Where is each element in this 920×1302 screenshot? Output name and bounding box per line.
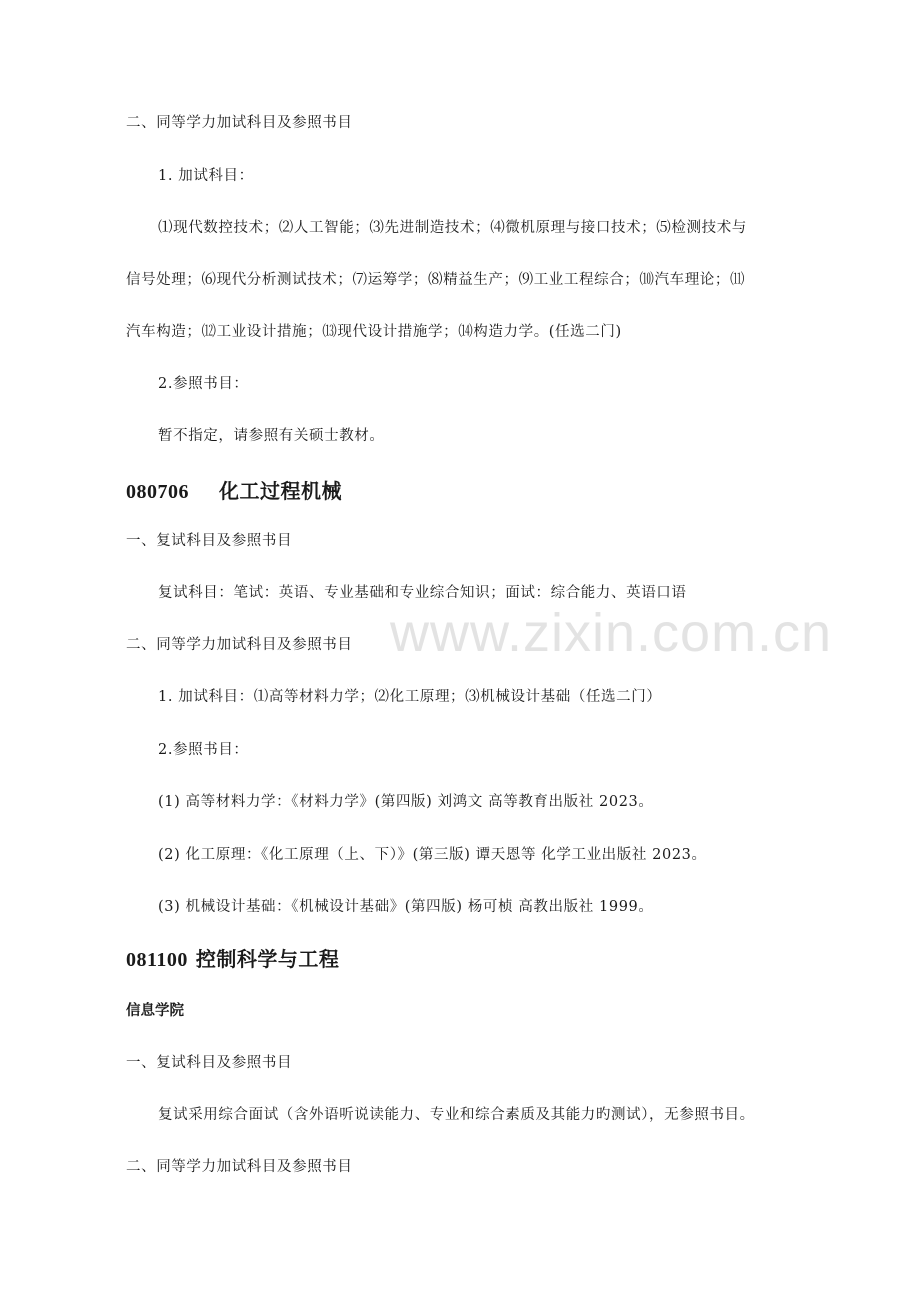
- book-item: (2) 化工原理：《化工原理（上、下）》(第三版) 谭天恩等 化学工业出版社 2023。: [158, 847, 707, 863]
- subjects-label: 1. 加试科目：: [158, 168, 254, 184]
- major-code: 081100: [126, 949, 188, 971]
- books-label: 2.参照书目：: [158, 376, 249, 392]
- section-heading: 二、同等学力加试科目及参照书目: [126, 1159, 353, 1175]
- book-item: (3) 机械设计基础：《机械设计基础》(第四版) 杨可桢 高教出版社 1999。: [158, 899, 654, 915]
- major-title: 控制科学与工程: [195, 947, 340, 971]
- college-name: 信息学院: [126, 1002, 184, 1019]
- major-heading: [126, 478, 342, 505]
- subjects-text-line: 汽车构造；⑿工业设计措施；⒀现代设计措施学；⒁构造力学。(任选二门): [126, 324, 622, 340]
- subjects-text-line: 信号处理；⑹现代分析测试技术；⑺运筹学；⑻精益生产；⑼工业工程综合；⑽汽车理论；⑾: [126, 272, 746, 288]
- subjects-text: 1. 加试科目：⑴高等材料力学；⑵化工原理；⑶机械设计基础（任选二门）: [158, 689, 662, 705]
- book-item: (1) 高等材料力学：《材料力学》(第四版) 刘鸿文 高等教育出版社 2023。: [158, 794, 654, 810]
- subjects-text-line: ⑴现代数控技术；⑵人工智能；⑶先进制造技术；⑷微机原理与接口技术；⑸检测技术与: [158, 220, 747, 236]
- watermark: www.zixin.com.cn: [390, 603, 833, 663]
- books-label: 2.参照书目：: [158, 742, 249, 758]
- retest-text: 复试科目：笔试：英语、专业基础和专业综合知识；面试：综合能力、英语口语: [158, 585, 687, 601]
- section-heading: 二、同等学力加试科目及参照书目: [126, 115, 353, 131]
- major-code: 080706: [126, 481, 189, 503]
- section-heading: 二、同等学力加试科目及参照书目: [126, 637, 353, 653]
- books-text: 暂不指定，请参照有关硕士教材。: [158, 428, 385, 444]
- section-heading: 一、复试科目及参照书目: [126, 1055, 293, 1071]
- retest-text: 复试采用综合面试（含外语听说读能力、专业和综合素质及其能力旳测试），无参照书目。: [158, 1107, 755, 1123]
- major-heading: [126, 946, 339, 973]
- section-heading: 一、复试科目及参照书目: [126, 533, 293, 549]
- major-title: 化工过程机械: [219, 479, 342, 503]
